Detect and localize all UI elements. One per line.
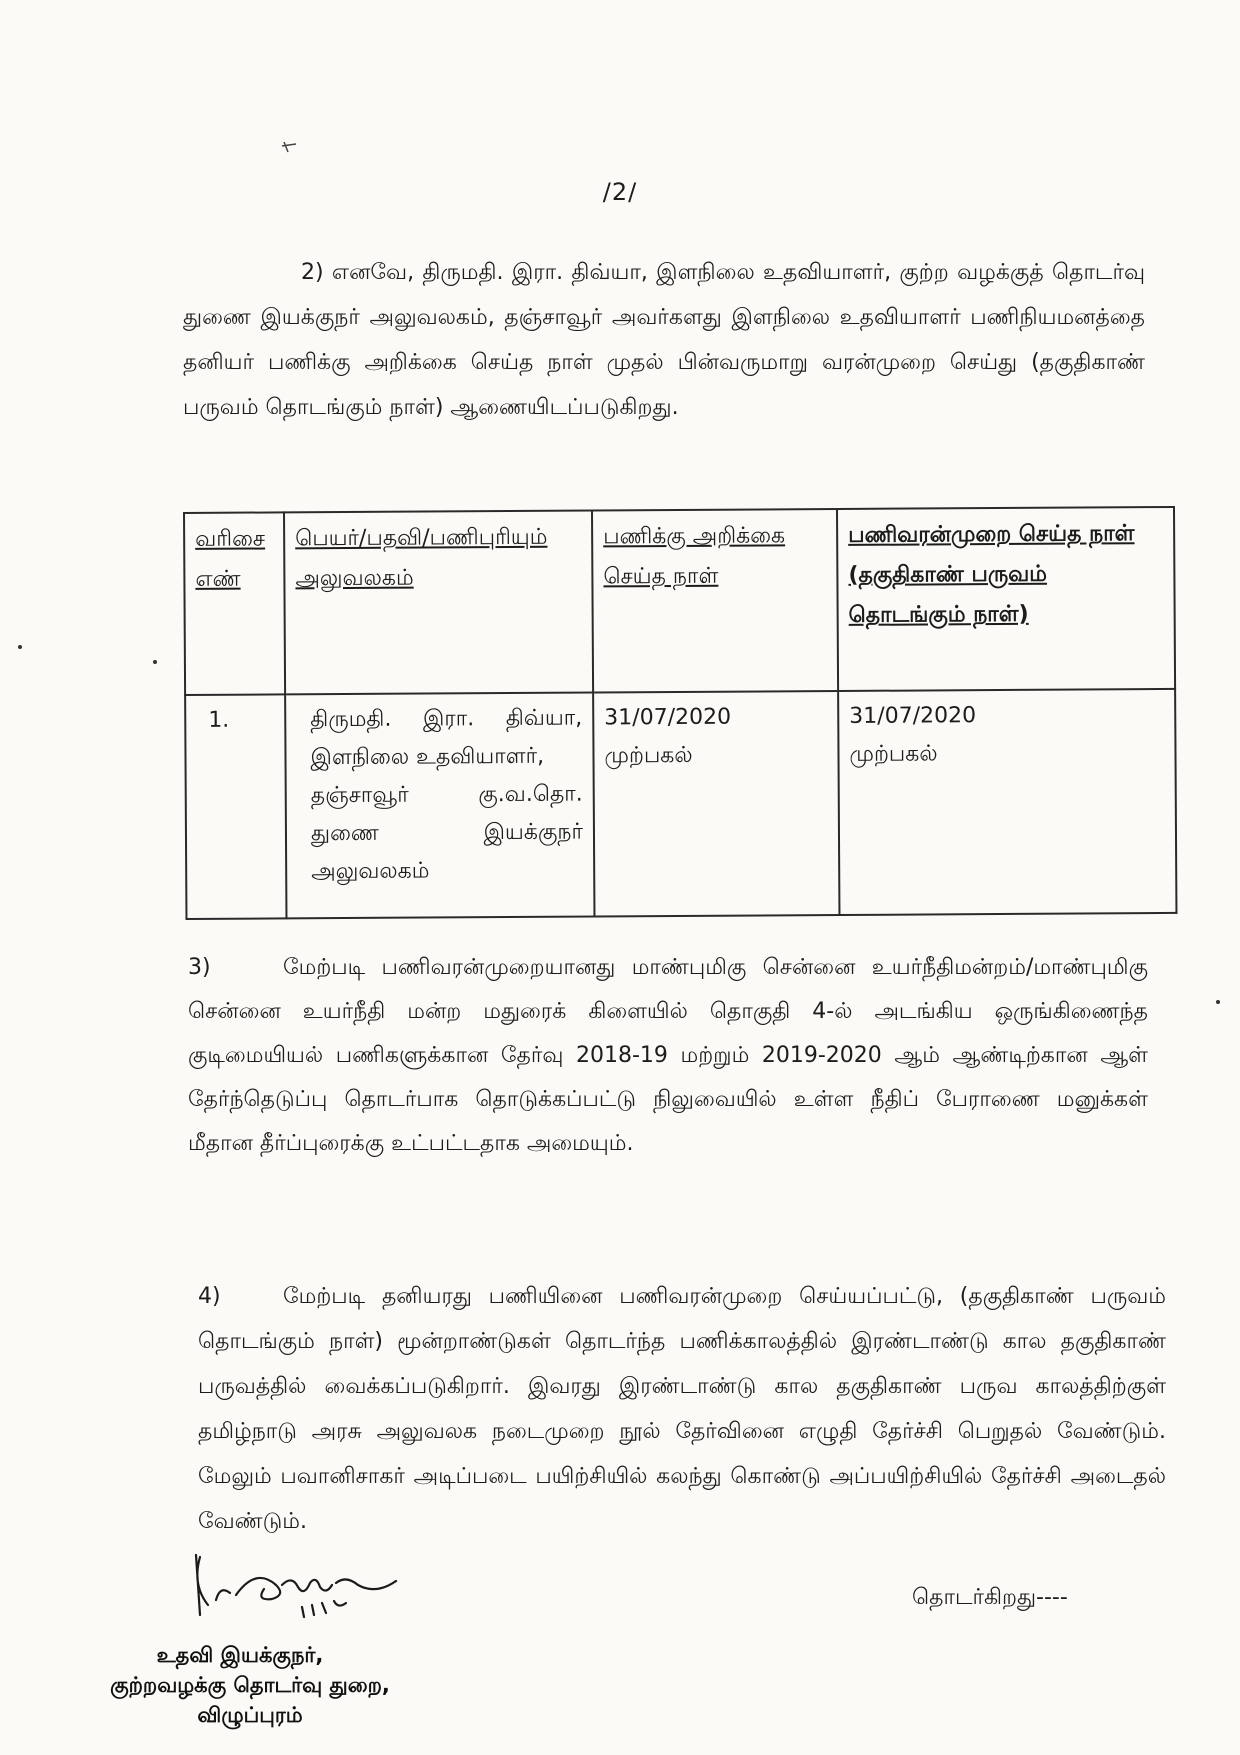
reported-session: முற்பகல் bbox=[604, 742, 693, 769]
official-stamp bbox=[70, 1640, 430, 1730]
paragraph-3 bbox=[188, 946, 1148, 1166]
paragraph-4-number: 4) bbox=[198, 1284, 221, 1309]
name-line-2: இளநிலை உதவியாளர், bbox=[310, 743, 545, 771]
cell-serial: 1. bbox=[185, 694, 286, 919]
header-regularised-date: பணிவரன்முறை செய்த நாள் (தகுதிகாண் பருவம் தொடங்கும் நாள்) bbox=[837, 507, 1175, 691]
header-serial: வரிசை எண் bbox=[184, 512, 285, 695]
stamp-designation: உதவி இயக்குநர், bbox=[156, 1643, 324, 1667]
stamp-place: விழுப்புரம் bbox=[197, 1703, 303, 1727]
reported-date: 31/07/2020 bbox=[604, 704, 732, 731]
table-header-row bbox=[184, 507, 1175, 695]
header-reported-date: பணிக்கு அறிக்கை செய்த நாள் bbox=[592, 509, 838, 692]
header-name: பெயர்/பதவி/பணிபுரியும் அலுவலகம் bbox=[284, 511, 593, 695]
scan-speck bbox=[153, 660, 157, 664]
name-line-1: திருமதி. இரா. திவ்யா, bbox=[310, 705, 583, 733]
scan-speck bbox=[1216, 1000, 1220, 1004]
paragraph-4-text: மேற்படி தனியரது பணியினை பணிவரன்முறை செய்யப்பட்டு, (தகுதிகாண் பருவம் தொடங்கும் நாள்) மூன்றாண்டுகள் தொடர்ந்த பணிக்காலத்தில் இரண்டாண்டு கால தகுதிகாண் பருவத்தில் வைக்கப்படுகிறார். இவரது இரண்டாண்டு கால தகுதிகாண் பருவ காலத்திற்குள் தமிழ்நாடு அரசு அலுவலக நடைமுறை நூல் தேர்வினை எழுதி தேர்ச்சி பெறுதல் வேண்டும். மேலும் பவானிசாகர் அடிப்படை பயிற்சியில் கலந்து கொண்டு அப்பயிற்சியில் தேர்ச்சி அடைதல் வேண்டும். bbox=[198, 1284, 1167, 1534]
name-line-4: துணை இயக்குநர் bbox=[310, 819, 584, 847]
name-line-5: அலுவலகம் bbox=[311, 858, 430, 885]
regularised-session: முற்பகல் bbox=[849, 741, 938, 767]
table-row bbox=[185, 689, 1176, 919]
page-number: /2/ bbox=[602, 178, 638, 206]
paragraph-2: 2) எனவே, திருமதி. இரா. திவ்யா, இளநிலை உதவியாளர், குற்ற வழக்குத் தொடர்வு துணை இயக்குநர் அலுவலகம், தஞ்சாவூர் அவர்களது இளநிலை உதவியாளர் பணிநியமனத்தை தனியர் பணிக்கு அறிக்கை செய்த நாள் முதல் பின்வருமாறு வரன்முறை செய்து (தகுதிகாண் பருவம் தொடங்கும் நாள்) ஆணையிடப்படுகிறது. bbox=[183, 260, 1145, 420]
regularisation-table bbox=[183, 506, 1177, 920]
cell-name bbox=[285, 692, 594, 918]
cell-regularised-date bbox=[838, 689, 1176, 915]
paragraph-4 bbox=[198, 1274, 1166, 1544]
signature-image bbox=[186, 1545, 486, 1625]
paragraph-3-number: 3) bbox=[188, 955, 211, 980]
cell-reported-date bbox=[593, 691, 839, 916]
scan-mark bbox=[280, 140, 298, 154]
continued-marker: தொடர்கிறது---- bbox=[912, 1585, 1068, 1610]
stamp-department: குற்றவழக்கு தொடர்வு துறை, bbox=[110, 1673, 390, 1697]
paragraph-3-text: மேற்படி பணிவரன்முறையானது மாண்புமிகு சென்னை உயர்நீதிமன்றம்/மாண்புமிகு சென்னை உயர்நீதி மன்ற மதுரைக் கிளையில் தொகுதி 4-ல் அடங்கிய ஒருங்கிணைந்த குடிமையியல் பணிகளுக்கான தேர்வு 2018-19 மற்றும் 2019-2020 ஆம் ஆண்டிற்கான ஆள் தேர்ந்தெடுப்பு தொடர்பாக தொடுக்கப்பட்டு நிலுவையில் உள்ள நீதிப் பேராணை மனுக்கள் மீதான தீர்ப்புரைக்கு உட்பட்டதாக அமையும். bbox=[188, 955, 1148, 1156]
regularised-date: 31/07/2020 bbox=[849, 703, 977, 729]
scan-speck bbox=[18, 645, 22, 649]
name-line-3: தஞ்சாவூர் கு.வ.தொ. bbox=[310, 781, 583, 809]
